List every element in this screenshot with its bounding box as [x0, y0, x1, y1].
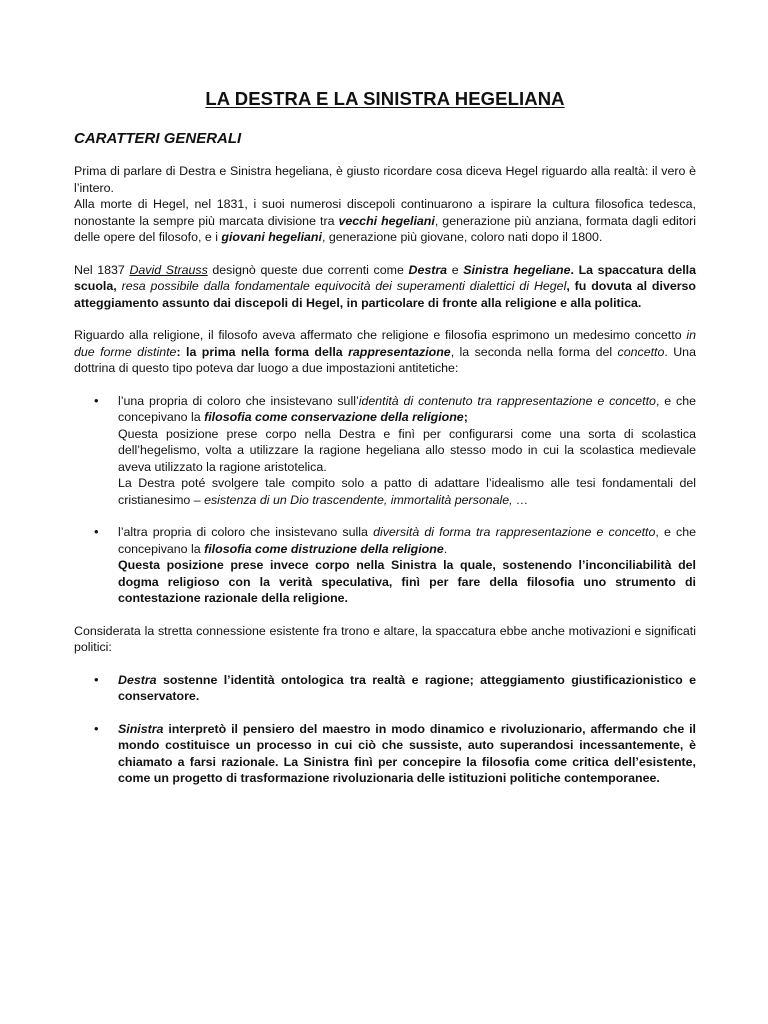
text-run: La Destra poté svolgere tale compito solo a patto di adattare l’idealismo alle tesi fondamentali del cristianesimo –	[118, 476, 696, 507]
text-run: Nel 1837	[74, 262, 130, 277]
text-run: Riguardo alla religione, il filosofo aveva affermato che religione e filosofia esprimono un medesimo concetto	[74, 328, 687, 342]
text-run: l’altra propria di coloro che insistevano sulla	[118, 525, 374, 539]
text-run: designò queste due correnti come	[207, 262, 409, 277]
term-rappresentazione: rappresentazione	[348, 344, 451, 359]
term-sinistra: Sinistra	[118, 721, 164, 736]
bullet-list-religione	[74, 393, 696, 607]
term-filosofia-distruzione: filosofia come distruzione della religione	[204, 541, 444, 556]
paragraph-politica: Considerata la stretta connessione esistente fra trono e altare, la spaccatura ebbe anche motivazioni e significati politici:	[74, 623, 696, 654]
text-run-italic: resa possibile dalla fondamentale equivocità dei superamenti dialettici di Hegel	[121, 279, 567, 293]
text-run: , e che concepivano la	[118, 393, 697, 424]
bullet-text	[118, 721, 696, 787]
document-title: LA DESTRA E LA SINISTRA HEGELIANA	[205, 88, 565, 109]
bullet-text	[118, 475, 696, 508]
name-david-strauss: David Strauss	[129, 262, 208, 277]
text-run: , la seconda nella forma del	[450, 344, 618, 359]
text-run: e	[447, 262, 464, 277]
bullet-dot: •	[94, 720, 99, 736]
term-sinistra-hegeliane: Sinistra hegeliane	[463, 262, 571, 277]
text-run-italic: in due forme distinte	[74, 328, 696, 359]
text-run-italic: diversità di forma tra rappresentazione e concetto	[373, 525, 656, 539]
bullet-item-destra-religione	[74, 393, 696, 509]
text-run: l’una propria di coloro che insistevano sull’	[118, 393, 359, 408]
intro-death-of-hegel	[74, 196, 696, 246]
bullet-text: Questa posizione prese corpo nella Destra e finì per configurarsi come una sorta di scolastica dell’hegelismo, volta a utilizzare la ragione hegeliana allo stesso modo in cui la scolastica medievale aveva utilizzato la ragione aristotelica.	[118, 426, 696, 474]
bullet-list-politica	[74, 672, 696, 787]
term-vecchi-hegeliani: vecchi hegeliani	[338, 213, 435, 228]
paragraph-intro	[74, 163, 696, 246]
text-run: . Una dottrina di questo tipo poteva dar luogo a due impostazioni antitetiche:	[74, 344, 696, 375]
bullet-item-destra-politica	[74, 672, 696, 705]
paragraph-strauss	[74, 262, 696, 312]
section-heading: CARATTERI GENERALI	[74, 130, 242, 147]
bullet-dot: •	[94, 392, 99, 408]
text-run-bold: interpretò il pensiero del maestro in modo dinamico e rivoluzionario, affermando che il mondo costituisce un processo in cui ciò che sussiste, auto superandosi incessantemente, è chiamato a farsi razionale. La Sinistra finì per concepire la filosofia come critica dell’esistente, come un progetto di trasformazione rivoluzionaria delle istituzioni politiche contemporanee.	[118, 721, 696, 785]
text-run-bold: : la prima nella forma della	[176, 344, 349, 359]
term-filosofia-conservazione: filosofia come conservazione della religione	[204, 410, 464, 424]
bullet-text	[118, 672, 696, 705]
paragraph-religione	[74, 327, 696, 377]
bullet-dot: •	[94, 524, 99, 539]
text-run: , generazione più giovane, coloro nati dopo il 1800.	[321, 230, 603, 244]
bullet-dot: •	[94, 671, 99, 687]
text-run-italic: identità di contenuto tra rappresentazione e concetto	[358, 393, 656, 408]
text-run-bold: ;	[463, 410, 468, 424]
text-run: Alla morte di Hegel, nel 1831, i suoi numerosi discepoli continuarono a ispirare la cultura filosofica tedesca, nonostante la sempre più marcata divisione tra	[74, 197, 696, 228]
intro-sentence: Prima di parlare di Destra e Sinistra hegeliana, è giusto ricordare cosa diceva Hegel riguardo alla realtà: il vero è l’intero.	[74, 164, 696, 195]
bullet-text: Questa posizione prese invece corpo nella Sinistra la quale, sostenendo l’inconciliabilità del dogma religioso con la verità speculativa, finì per fare della filosofia uno strumento di contestazione razionale della religione.	[118, 558, 696, 605]
text-run-bold: sostenne l’identità ontologica tra realtà e ragione; atteggiamento giustificazionistico e conservatore.	[118, 672, 696, 703]
text-run-italic: esistenza di un Dio trascendente, immortalità personale, …	[204, 492, 529, 507]
bullet-item-sinistra-religione	[74, 524, 696, 607]
text-run-bold: , fu dovuta al diverso atteggiamento assunto dai discepoli di Hegel, in particolare di fronte alla religione e alla politica.	[74, 279, 697, 310]
text-run-bold: . La spaccatura della scuola,	[74, 262, 696, 293]
bullet-text	[118, 524, 696, 557]
text-run: , e che concepivano la	[118, 525, 696, 556]
bullet-item-sinistra-politica	[74, 721, 696, 787]
bullet-text	[118, 393, 696, 426]
term-destra: Destra	[118, 672, 157, 687]
text-run: , generazione più anziana, formata dagli editori delle opere del filosofo, e i	[74, 213, 696, 244]
term-giovani-hegeliani: giovani hegeliani	[221, 230, 322, 244]
document-page	[74, 88, 696, 803]
term-concetto: concetto	[617, 344, 665, 359]
term-destra: Destra	[408, 262, 448, 277]
text-run: .	[443, 541, 448, 556]
